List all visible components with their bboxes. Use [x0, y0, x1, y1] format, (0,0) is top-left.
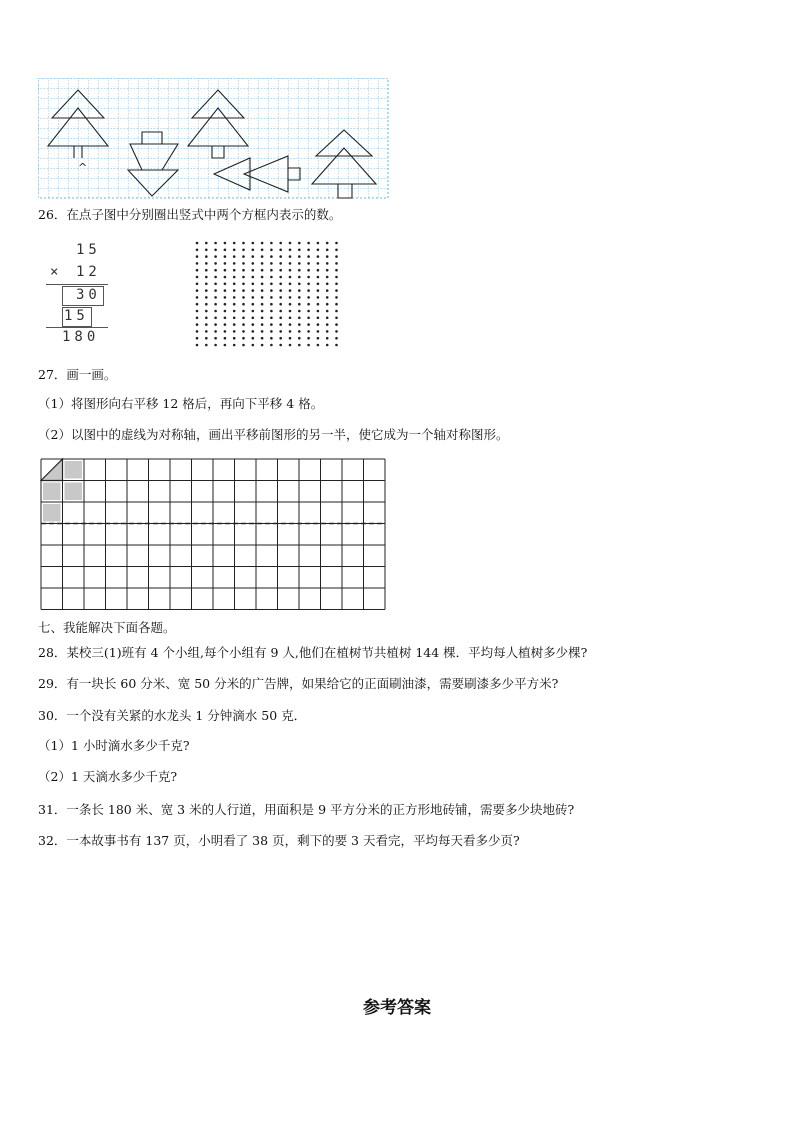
dot	[261, 337, 264, 340]
dot	[317, 262, 320, 265]
dot	[289, 317, 292, 320]
dot	[214, 276, 217, 279]
dot	[224, 337, 227, 340]
dot	[270, 276, 273, 279]
q27-part1: （1）将图形向右平移 12 格后，再向下平移 4 格。	[38, 396, 324, 411]
dot	[214, 269, 217, 272]
dot	[224, 269, 227, 272]
dot	[242, 296, 245, 299]
dot	[298, 269, 301, 272]
q29-text: 29．有一块长 60 分米、宽 50 分米的广告牌，如果给它的正面刷油漆，需要刷漆多少平方米?	[38, 676, 559, 691]
dot	[298, 242, 301, 245]
dot	[233, 269, 236, 272]
dot	[214, 255, 217, 258]
dot	[279, 303, 282, 306]
dot	[242, 310, 245, 313]
dot	[289, 242, 292, 245]
q30-part1: （1）1 小时滴水多少千克?	[38, 738, 190, 753]
dot	[317, 269, 320, 272]
dot	[298, 283, 301, 286]
q30-text: 30．一个没有关紧的水龙头 1 分钟滴水 50 克．	[38, 708, 307, 723]
dot	[224, 255, 227, 258]
dot	[289, 283, 292, 286]
dot	[326, 317, 329, 320]
dot	[224, 283, 227, 286]
dot	[298, 344, 301, 347]
dot	[335, 283, 338, 286]
dot	[307, 262, 310, 265]
dot	[205, 289, 208, 292]
dot	[289, 249, 292, 252]
dot	[335, 289, 338, 292]
dot	[270, 330, 273, 333]
shaded-cell	[65, 461, 83, 479]
dot	[335, 330, 338, 333]
dot	[196, 249, 199, 252]
dot	[196, 317, 199, 320]
q27-part2: （2）以图中的虚线为对称轴，画出平移前图形的另一半，使它成为一个轴对称图形。	[38, 427, 509, 442]
section-7-title: 七、我能解决下面各题。	[38, 620, 176, 635]
dot	[335, 262, 338, 265]
q30-part2: （2）1 天滴水多少千克?	[38, 769, 178, 784]
dot	[261, 296, 264, 299]
dot	[289, 337, 292, 340]
shaded-triangle	[41, 459, 63, 481]
dot	[205, 330, 208, 333]
dot	[317, 249, 320, 252]
result: 180	[62, 329, 100, 345]
dot	[224, 296, 227, 299]
translation-grid	[40, 458, 390, 612]
dot	[214, 330, 217, 333]
dot	[242, 330, 245, 333]
dot	[279, 255, 282, 258]
dot	[298, 262, 301, 265]
dot	[261, 249, 264, 252]
dot	[270, 242, 273, 245]
dot	[205, 262, 208, 265]
dot	[214, 289, 217, 292]
dot	[242, 344, 245, 347]
dot	[307, 249, 310, 252]
q26-text: 26．在点子图中分别圈出竖式中两个方框内表示的数。	[38, 207, 342, 222]
dot	[214, 262, 217, 265]
dot	[307, 303, 310, 306]
dot	[224, 242, 227, 245]
dot	[214, 337, 217, 340]
dot	[326, 255, 329, 258]
dot	[242, 317, 245, 320]
dot	[252, 310, 255, 313]
dot	[317, 276, 320, 279]
dot	[261, 330, 264, 333]
dot	[233, 344, 236, 347]
dot	[289, 255, 292, 258]
dot	[289, 269, 292, 272]
dot	[214, 317, 217, 320]
dot	[233, 330, 236, 333]
dot	[317, 323, 320, 326]
dot	[224, 289, 227, 292]
dot	[279, 283, 282, 286]
dot	[307, 344, 310, 347]
q31-text: 31．一条长 180 米、宽 3 米的人行道，用面积是 9 平方分米的正方形地砖铺，需要多少块地砖?	[38, 802, 575, 817]
dot-grid	[194, 240, 344, 350]
dot	[196, 310, 199, 313]
dot	[335, 255, 338, 258]
dot	[289, 262, 292, 265]
dot	[317, 310, 320, 313]
dot	[289, 310, 292, 313]
dot	[252, 269, 255, 272]
dot	[335, 249, 338, 252]
dot	[270, 283, 273, 286]
dot	[279, 296, 282, 299]
dot	[326, 337, 329, 340]
dot	[233, 249, 236, 252]
dot	[335, 303, 338, 306]
dot	[224, 249, 227, 252]
dot	[307, 296, 310, 299]
dot	[205, 317, 208, 320]
dot	[205, 249, 208, 252]
dot	[224, 344, 227, 347]
dot	[335, 296, 338, 299]
dot	[205, 303, 208, 306]
tree-mark: ^	[78, 161, 88, 174]
dot	[205, 323, 208, 326]
dot	[196, 344, 199, 347]
dot	[298, 276, 301, 279]
dot	[307, 289, 310, 292]
dot	[335, 269, 338, 272]
shaded-cell	[43, 483, 61, 501]
dot	[289, 330, 292, 333]
q32-text: 32．一本故事书有 137 页，小明看了 38 页，剩下的要 3 天看完，平均每天看多少页?	[38, 833, 520, 848]
dot	[205, 242, 208, 245]
dot	[242, 262, 245, 265]
dot	[252, 283, 255, 286]
dot	[205, 337, 208, 340]
dot	[335, 344, 338, 347]
dot	[233, 303, 236, 306]
dot	[252, 296, 255, 299]
dot	[279, 249, 282, 252]
dot	[233, 310, 236, 313]
dot	[317, 255, 320, 258]
dot	[326, 323, 329, 326]
dot	[242, 303, 245, 306]
dot	[252, 289, 255, 292]
dot	[317, 242, 320, 245]
dot	[307, 330, 310, 333]
dot	[270, 269, 273, 272]
dot	[279, 344, 282, 347]
dot	[224, 276, 227, 279]
dot	[270, 255, 273, 258]
dot	[298, 310, 301, 313]
dot	[214, 344, 217, 347]
dot	[252, 262, 255, 265]
dot	[279, 310, 282, 313]
dot	[326, 344, 329, 347]
dot	[298, 289, 301, 292]
dot	[205, 296, 208, 299]
dot	[326, 289, 329, 292]
dot	[298, 296, 301, 299]
shaded-cell	[65, 483, 83, 501]
dot	[270, 303, 273, 306]
dot	[233, 255, 236, 258]
dot	[214, 242, 217, 245]
dot	[205, 276, 208, 279]
dot	[224, 323, 227, 326]
dot	[233, 317, 236, 320]
dot	[214, 283, 217, 286]
dot	[233, 276, 236, 279]
rule-1	[46, 284, 108, 285]
dot	[307, 323, 310, 326]
dot	[289, 296, 292, 299]
dot	[196, 269, 199, 272]
dot	[233, 262, 236, 265]
dot	[270, 310, 273, 313]
dot	[196, 262, 199, 265]
dot	[196, 337, 199, 340]
dot	[270, 249, 273, 252]
dot	[307, 317, 310, 320]
dot	[205, 269, 208, 272]
operator: ×	[50, 264, 63, 280]
dot	[261, 323, 264, 326]
dot	[214, 296, 217, 299]
dot	[252, 255, 255, 258]
dot	[242, 283, 245, 286]
dot	[242, 249, 245, 252]
dot	[252, 317, 255, 320]
dot	[196, 283, 199, 286]
dot	[261, 310, 264, 313]
dot	[214, 323, 217, 326]
dot	[317, 337, 320, 340]
dot	[261, 317, 264, 320]
dot	[326, 276, 329, 279]
dot	[279, 337, 282, 340]
dot	[289, 303, 292, 306]
dot	[279, 317, 282, 320]
dot	[261, 283, 264, 286]
dot	[326, 262, 329, 265]
dot	[326, 269, 329, 272]
dot	[307, 310, 310, 313]
dot	[261, 276, 264, 279]
dot	[307, 255, 310, 258]
dot	[279, 242, 282, 245]
dot	[270, 323, 273, 326]
dot	[307, 242, 310, 245]
dot	[233, 323, 236, 326]
dot	[335, 323, 338, 326]
dot	[307, 276, 310, 279]
dot	[224, 303, 227, 306]
dot	[298, 303, 301, 306]
dot	[252, 242, 255, 245]
dot	[335, 276, 338, 279]
dot	[307, 337, 310, 340]
dot	[261, 269, 264, 272]
dot	[298, 255, 301, 258]
dot	[326, 242, 329, 245]
dot	[279, 262, 282, 265]
dot	[242, 276, 245, 279]
partial-2: 15	[64, 308, 89, 324]
dot	[233, 296, 236, 299]
dot	[279, 269, 282, 272]
dot	[196, 330, 199, 333]
dot	[252, 344, 255, 347]
dot	[242, 289, 245, 292]
dot	[242, 323, 245, 326]
dot	[317, 317, 320, 320]
dot	[242, 255, 245, 258]
dot	[326, 303, 329, 306]
dot	[335, 310, 338, 313]
dot	[270, 289, 273, 292]
dot	[279, 323, 282, 326]
dot	[224, 310, 227, 313]
dot	[326, 310, 329, 313]
dot	[252, 337, 255, 340]
dot	[307, 269, 310, 272]
dot	[317, 344, 320, 347]
dot	[279, 276, 282, 279]
dot	[196, 289, 199, 292]
dot	[335, 317, 338, 320]
dot	[317, 303, 320, 306]
dot	[214, 303, 217, 306]
dot	[261, 289, 264, 292]
dot	[317, 283, 320, 286]
dot	[196, 276, 199, 279]
dot	[298, 317, 301, 320]
answer-title: 参考答案	[363, 998, 431, 1018]
dot	[196, 242, 199, 245]
dot	[214, 310, 217, 313]
dot	[317, 296, 320, 299]
dot	[242, 337, 245, 340]
dot	[242, 242, 245, 245]
dot	[233, 289, 236, 292]
dot	[289, 344, 292, 347]
dot	[298, 330, 301, 333]
dot	[289, 289, 292, 292]
dot	[242, 269, 245, 272]
dot	[326, 296, 329, 299]
dot	[279, 330, 282, 333]
dot	[196, 255, 199, 258]
dot	[196, 303, 199, 306]
partial-1: 30	[76, 287, 101, 303]
dot	[289, 323, 292, 326]
dot	[252, 303, 255, 306]
dot	[261, 262, 264, 265]
dot	[270, 317, 273, 320]
dot	[214, 249, 217, 252]
multiplier: 12	[76, 264, 101, 280]
dot	[307, 283, 310, 286]
dot	[270, 337, 273, 340]
dot	[317, 289, 320, 292]
dot	[252, 323, 255, 326]
dot	[205, 344, 208, 347]
dot	[196, 323, 199, 326]
dot	[252, 276, 255, 279]
dot	[270, 262, 273, 265]
dot	[270, 344, 273, 347]
dot	[298, 323, 301, 326]
dot	[261, 242, 264, 245]
dot	[270, 296, 273, 299]
q27-text: 27．画一画。	[38, 367, 117, 382]
dot	[326, 283, 329, 286]
dot	[224, 317, 227, 320]
q28-text: 28．某校三(1)班有 4 个小组,每个小组有 9 人,他们在植树节共植树 144 棵．平均每人植树多少棵?	[38, 645, 588, 660]
rule-2	[46, 327, 108, 328]
dot	[252, 330, 255, 333]
dot	[261, 344, 264, 347]
dot	[298, 337, 301, 340]
shaded-cell	[43, 504, 61, 522]
dot	[279, 289, 282, 292]
dot	[205, 255, 208, 258]
dot	[298, 249, 301, 252]
dot	[224, 262, 227, 265]
dot	[261, 303, 264, 306]
multiplicand: 15	[76, 242, 101, 258]
dot	[233, 242, 236, 245]
dot	[335, 242, 338, 245]
dot	[289, 276, 292, 279]
dot	[326, 330, 329, 333]
dot	[196, 296, 199, 299]
dot	[233, 337, 236, 340]
dot	[233, 283, 236, 286]
dot	[261, 255, 264, 258]
dot	[335, 337, 338, 340]
dot	[252, 249, 255, 252]
dot	[205, 310, 208, 313]
dot	[317, 330, 320, 333]
dot	[205, 283, 208, 286]
dot	[326, 249, 329, 252]
dot	[224, 330, 227, 333]
tree-figures	[38, 78, 390, 200]
